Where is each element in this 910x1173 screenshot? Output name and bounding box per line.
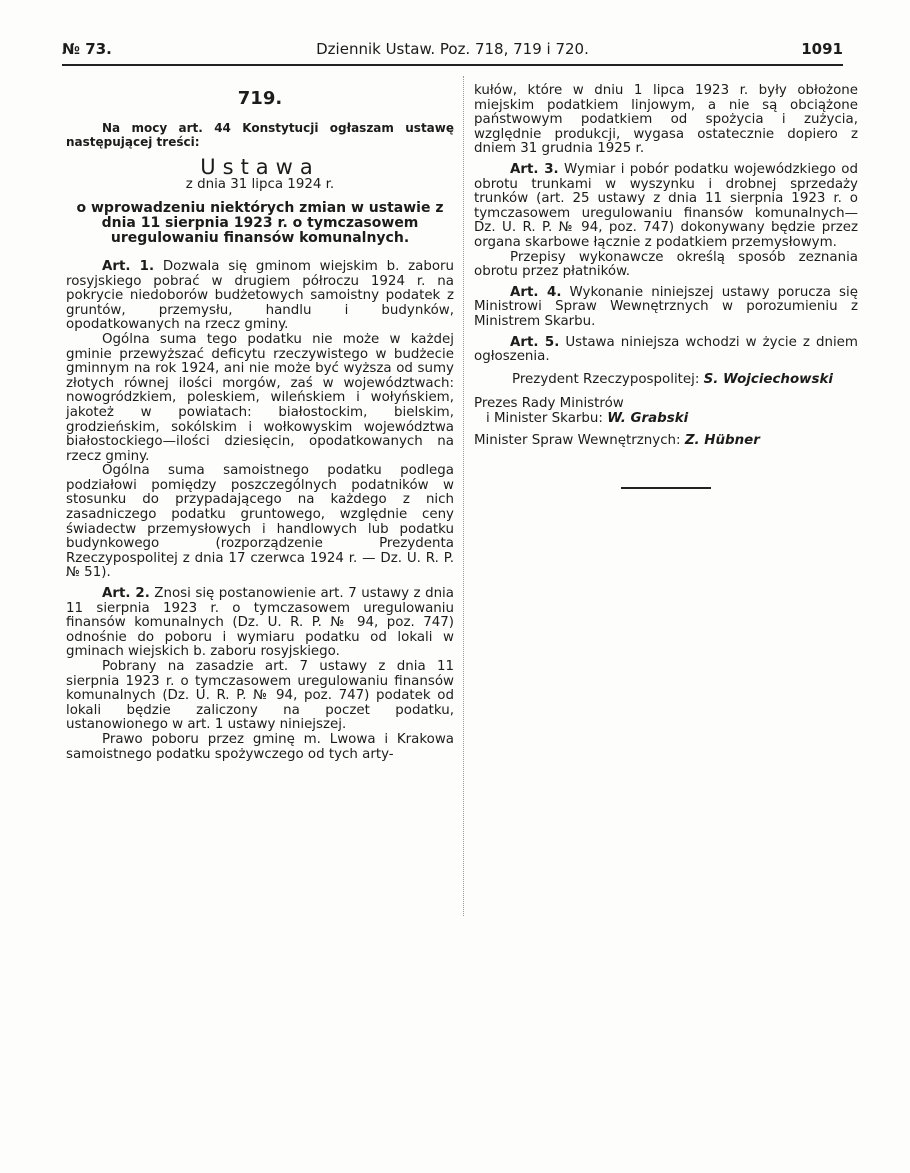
article-5-text: Ustawa niniejsza wchodzi w życie z dniem ogłoszenia. <box>474 334 858 365</box>
header-rule <box>62 64 843 66</box>
signature-prime-minister-name: W. Grabski <box>607 410 689 426</box>
act-number: 719. <box>237 88 283 109</box>
page-number: 1091 <box>801 40 843 58</box>
article-2 <box>66 587 454 660</box>
article-5-label: Art. 5. <box>510 334 560 350</box>
article-1-label: Art. 1. <box>102 258 155 274</box>
article-3-paragraph-2: Przepisy wykonawcze określą sposób zeznania obrotu przez płatników. <box>474 249 858 280</box>
article-5 <box>474 336 858 365</box>
article-4 <box>474 286 858 330</box>
signature-prime-minister-role-2-line <box>474 412 858 427</box>
signature-prime-minister <box>474 397 858 426</box>
right-column <box>474 84 858 489</box>
column-divider <box>463 76 464 916</box>
act-title: Ustawa <box>200 154 320 179</box>
end-of-act-rule <box>621 487 711 489</box>
article-2-label: Art. 2. <box>102 586 150 602</box>
signature-president-role: Prezydent Rzeczypospolitej: <box>512 371 700 387</box>
signature-interior-minister <box>474 434 858 449</box>
article-2-paragraph-2: Pobrany na zasadzie art. 7 ustawy z dnia 11 sierpnia 1923 r. o tymczasowem uregulowaniu finansów komunalnych (Dz. U. R. P. № 94, poz. 747) podatek od lokali będzie zaliczony na poczet podatku, ustanowionego w art. 1 ustawy niniejszej. <box>66 659 454 733</box>
journal-title: Dziennik Ustaw. Poz. 718, 719 i 720. <box>316 40 589 58</box>
act-date: z dnia 31 lipca 1924 r. <box>185 177 335 193</box>
article-1 <box>66 260 454 333</box>
article-2-continuation: kułów, które w dniu 1 lipca 1923 r. były obłożone miejskim podatkiem linjowym, a nie są obciążone państwowym podatkiem od spożycia i zużycia, względnie produkcji, wygasa ostatecznie dopiero z dniem 31 grudnia 1925 r. <box>474 83 858 157</box>
article-3 <box>474 163 858 251</box>
article-2-text: Znosi się postanowienie art. 7 ustawy z dnia 11 sierpnia 1923 r. o tymczasowem uregulowaniu finansów komunalnych (Dz. U. R. P. № 94, poz. 747) odnośnie do poboru i wymiaru podatku od lokali w gminach wiejskich b. zaboru rosyjskiego. <box>66 586 454 660</box>
article-3-label: Art. 3. <box>510 161 559 177</box>
signature-interior-minister-role: Minister Spraw Wewnętrznych: <box>474 433 681 449</box>
article-4-text: Wykonanie niniejszej ustawy porucza się Ministrowi Spraw Wewnętrznych w porozumieniu z Ministrem Skarbu. <box>474 284 858 329</box>
article-1-text: Dozwala się gminom wiejskim b. zaboru rosyjskiego pobrać w drugiem półroczu 1924 r. na pokrycie niedoborów budżetowych samoistny podatek z gruntów, przemysłu, handlu i budynków, opodatkowanych na rzecz gminy. <box>66 258 455 333</box>
signature-president-name: S. Wojciechowski <box>703 371 833 387</box>
page-header <box>62 40 843 60</box>
signature-president <box>474 373 858 388</box>
article-3-text: Wymiar i pobór podatku wojewódzkiego od obrotu trunkami w wyszynku i drobnej sprzedaży trunków (art. 25 ustawy z dnia 11 sierpnia 1923 r. o tymczasowem uregulowaniu finansów komunalnych—Dz. U. R. P. № 94, poz. 747) dokonywany będzie przez organa skarbowe łącznie z podatkiem przemysłowym. <box>474 161 858 250</box>
article-4-label: Art. 4. <box>510 284 562 300</box>
signature-prime-minister-role-1: Prezes Rady Ministrów <box>474 396 624 412</box>
intro-text: Na mocy art. 44 Konstytucji ogłaszam ustawę następującej treści: <box>66 120 454 150</box>
signature-interior-minister-name: Z. Hübner <box>684 433 760 449</box>
article-1-paragraph-3: Ogólna suma samoistnego podatku podlega podziałowi pomiędzy poszczególnych podatników w stosunku do przypadającego na każdego z nich zasadniczego podatku gruntowego, względnie ceny świadectw przemysłowych i handlowych lub podatku budynkowego (rozporządzenie Prezydenta Rzeczypospolitej z dnia 17 czerwca 1924 r. — Dz. U. R. P. № 51). <box>66 463 454 581</box>
article-1-paragraph-2: Ogólna suma tego podatku nie może w każdej gminie przewyższać deficytu rzeczywistego w budżecie gminnym na rok 1924, ani nie może być wyższa od sumy złotych równej ilości morgów, zaś w województwach: nowogródzkiem, poleskiem, wileńskiem i wołyńskiem, jakoteż w powiatach: białostockim, bielskim, grodzieńskim, sokólskim i wołkowyskim województwa białostockiego—ilości dziesięcin, opodatkowanych na rzecz gminy. <box>66 331 454 464</box>
signature-prime-minister-role-2: i Minister Skarbu: <box>486 410 603 426</box>
article-2-paragraph-3: Prawo poboru przez gminę m. Lwowa i Krakowa samoistnego podatku spożywczego od tych arty- <box>66 731 454 762</box>
left-column <box>66 84 454 762</box>
issue-number: № 73. <box>62 40 112 58</box>
act-subject: o wprowadzeniu niektórych zmian w ustawie z dnia 11 sierpnia 1923 r. o tymczasowem uregulowaniu finansów komunalnych. <box>76 199 444 246</box>
